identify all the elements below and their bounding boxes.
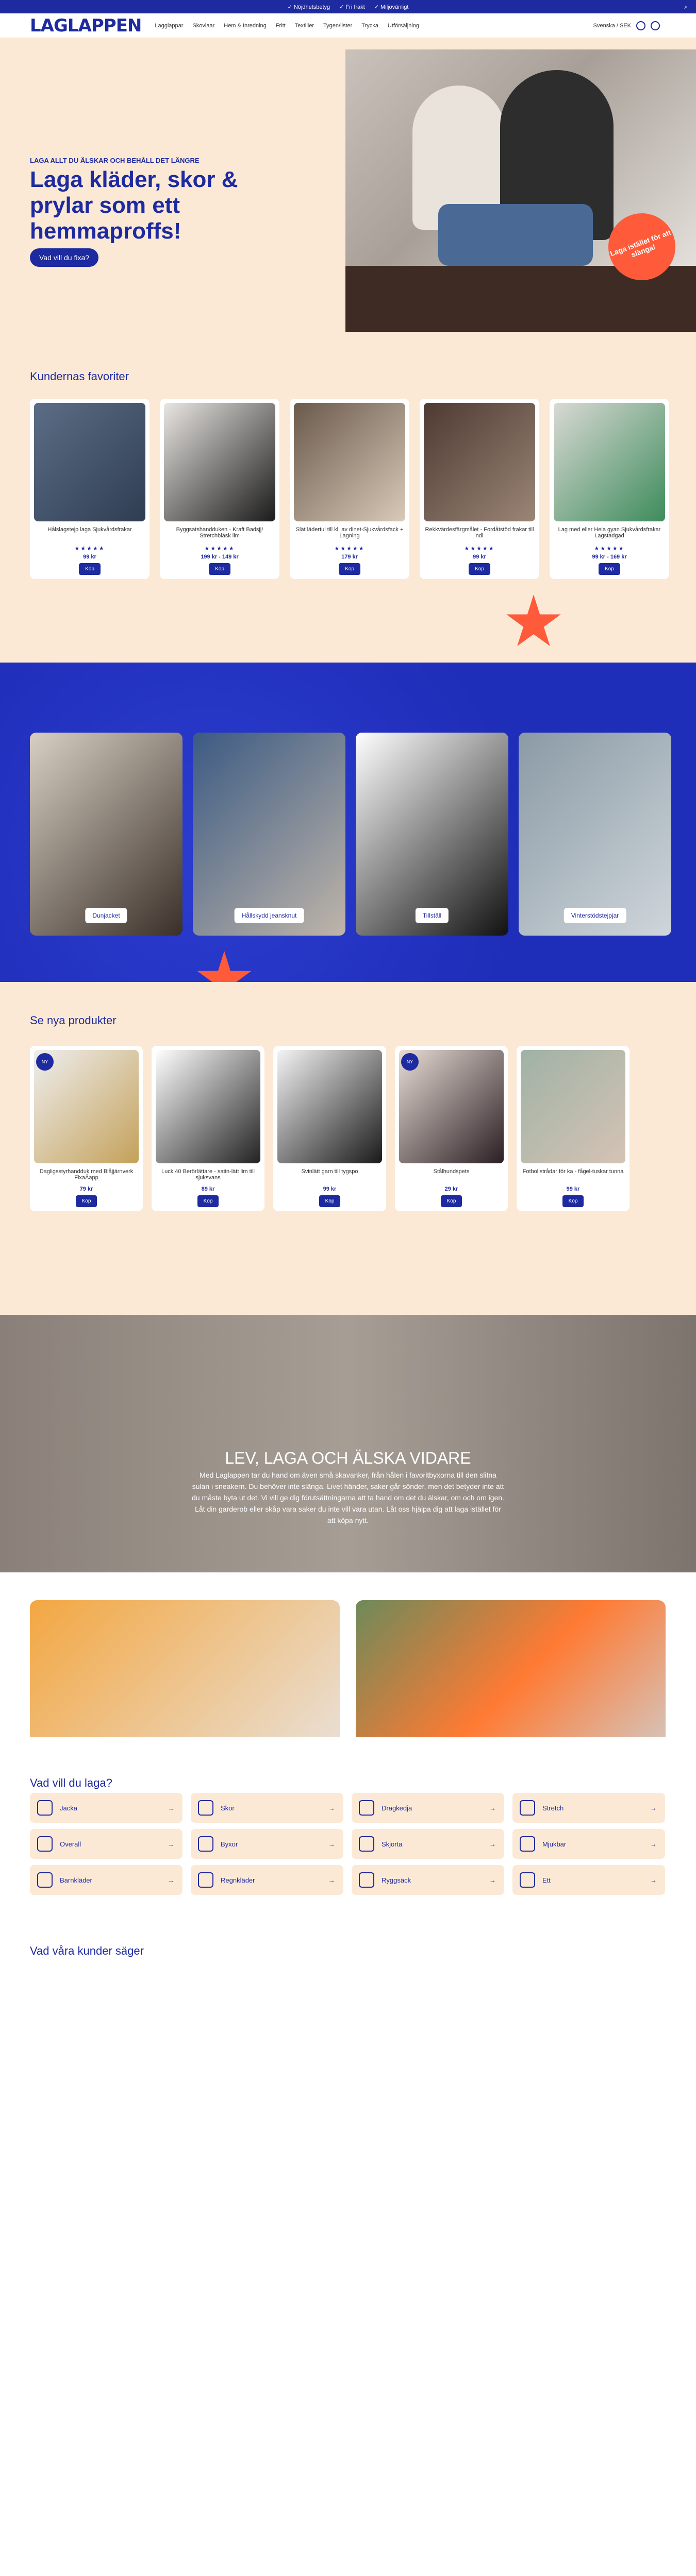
search-icon[interactable]: ⌕: [684, 3, 688, 10]
help-item[interactable]: [191, 1865, 343, 1895]
buy-button[interactable]: Köp: [79, 563, 101, 575]
jeans: [438, 204, 593, 266]
new-products-list: [30, 1046, 629, 1211]
account-icon[interactable]: [636, 21, 645, 30]
nav-item[interactable]: Textilier: [294, 22, 314, 29]
product-name: Lag med eller Hela gyan Sjukvårdsfrakar Lagstadgad: [558, 527, 661, 539]
arrow-icon: →: [489, 1840, 496, 1848]
product-image: [164, 403, 275, 521]
tile-label: Vinterstödstejpjar: [564, 908, 626, 923]
category-banners: [0, 1572, 696, 1737]
brand-banner: [0, 1315, 696, 1572]
product-price: 89 kr: [201, 1186, 215, 1192]
arrow-icon: →: [168, 1840, 174, 1848]
arrow-icon: →: [489, 1804, 496, 1812]
hero-title: Laga kläder, skor & prylar som ett hemmaproffs!: [30, 167, 238, 244]
help-label: Skjorta: [382, 1840, 403, 1848]
tile-label: Tillställ: [416, 908, 449, 923]
main-nav: [153, 21, 421, 30]
arrow-icon: →: [328, 1804, 335, 1812]
new-badge: NY: [401, 1053, 419, 1071]
help-item[interactable]: [352, 1793, 504, 1823]
help-section: [0, 1737, 696, 2072]
favorites-section: [0, 342, 696, 663]
product-card[interactable]: [550, 399, 669, 579]
product-name: Slät lädertul till kl. av dinet-Sjukvårdsfack + Lagning: [295, 527, 404, 539]
product-price: 29 kr: [444, 1186, 458, 1192]
reviews-title: Vad våra kunder säger: [30, 1944, 144, 1957]
product-price: 179 kr: [341, 554, 358, 560]
buy-button[interactable]: Köp: [197, 1195, 219, 1207]
usp-2: ✓ Fri frakt: [339, 4, 365, 10]
help-label: Jacka: [60, 1804, 77, 1812]
arrow-icon: →: [328, 1840, 335, 1848]
tile-label: Dunjacket: [85, 908, 127, 923]
arrow-icon: →: [650, 1876, 657, 1884]
product-name: Hålslagstejp laga Sjukvårdsfrakar: [47, 527, 132, 533]
product-card[interactable]: [420, 399, 539, 579]
reviews-section: [0, 2072, 696, 2576]
arrow-icon: →: [168, 1804, 174, 1812]
usecase-tiles: [30, 733, 671, 936]
top-announcement-bar: [0, 0, 696, 13]
nav-item[interactable]: Hem & Inredning: [224, 22, 267, 29]
help-item[interactable]: [352, 1865, 504, 1895]
cart-icon[interactable]: [651, 21, 660, 30]
help-label: Regnkläder: [221, 1876, 255, 1884]
help-item[interactable]: [30, 1865, 183, 1895]
product-image: [424, 403, 535, 521]
hero-eyebrow: LAGA ALLT DU ÄLSKAR OCH BEHÅLL DET LÄNGRE: [30, 157, 200, 164]
buy-button[interactable]: Köp: [209, 563, 230, 575]
new-products-title: Se nya produkter: [30, 1014, 117, 1027]
buy-button[interactable]: Köp: [562, 1195, 584, 1207]
help-item[interactable]: [352, 1829, 504, 1859]
usecase-tile[interactable]: [30, 733, 183, 936]
rating-stars: ★★★★★: [594, 546, 625, 552]
usp-1: ✓ Nöjdhetsbetyg: [287, 4, 330, 10]
raincoat-icon: [198, 1872, 213, 1888]
new-products-section: [0, 982, 696, 1315]
arrow-icon: →: [650, 1804, 657, 1812]
language-selector[interactable]: Svenska / SEK: [593, 22, 631, 29]
help-label: Skor: [221, 1804, 235, 1812]
hero-badge: Laga istället för att slänga!: [599, 204, 685, 290]
help-label: Mjukbar: [542, 1840, 567, 1848]
site-header: [0, 13, 696, 38]
product-price: 99 kr: [83, 554, 96, 560]
buy-button[interactable]: Köp: [339, 563, 360, 575]
hero: [0, 38, 696, 342]
trousers-icon: [198, 1836, 213, 1852]
product-image: [521, 1050, 625, 1163]
product-card[interactable]: [395, 1046, 508, 1211]
product-name: Byggsatshandduken - Kraft Badsjj! Stretchblåsk lim: [176, 527, 263, 539]
rating-stars: ★★★★★: [464, 546, 495, 552]
help-grid: [30, 1793, 666, 1895]
product-image: [294, 403, 405, 521]
stretch-icon: [520, 1800, 535, 1816]
product-card[interactable]: [160, 399, 279, 579]
nav-item[interactable]: Skovlaar: [192, 22, 215, 29]
nav-item[interactable]: Trycka: [361, 22, 378, 29]
nav-item[interactable]: Tygen/lister: [323, 22, 353, 29]
product-image: [34, 403, 145, 521]
product-name: Svinlätt garn till tygspo: [301, 1168, 358, 1175]
favorites-title: Kundernas favoriter: [30, 370, 129, 383]
product-card[interactable]: [152, 1046, 264, 1211]
decorative-burst: [505, 595, 562, 651]
help-label: Ett: [542, 1876, 551, 1884]
product-card[interactable]: [30, 399, 150, 579]
product-name: Dagligsstyrhandduk med Blåjjärnverk FixaÄapp: [39, 1168, 134, 1181]
product-price: 99 kr: [566, 1186, 580, 1192]
jacket-icon: [37, 1800, 53, 1816]
tile-label: Hållskydd jeansknut: [235, 908, 304, 923]
buy-button[interactable]: Köp: [76, 1195, 97, 1207]
product-image: [277, 1050, 382, 1163]
product-price: 99 kr - 169 kr: [592, 554, 627, 560]
usecase-tile[interactable]: [519, 733, 671, 936]
product-price: 99 kr: [323, 1186, 337, 1192]
help-item[interactable]: [191, 1793, 343, 1823]
backpack-icon: [359, 1872, 374, 1888]
help-label: Barnkläder: [60, 1876, 92, 1884]
help-item[interactable]: [512, 1793, 665, 1823]
banner-title: LEV, LAGA OCH ÄLSKA VIDARE: [225, 1449, 471, 1467]
arrow-icon: →: [328, 1876, 335, 1884]
nav-item[interactable]: Fritt: [275, 22, 286, 29]
usecase-tile[interactable]: [193, 733, 345, 936]
rating-stars: ★★★★★: [204, 546, 235, 552]
shirt-icon: [359, 1836, 374, 1852]
shoe-icon: [198, 1800, 213, 1816]
arrow-icon: →: [489, 1876, 496, 1884]
product-name: Fotbollstrådar för ka - fågel-tuskar tunna: [522, 1168, 624, 1175]
kids-icon: [37, 1872, 53, 1888]
product-image: [554, 403, 665, 521]
hero-cta-button[interactable]: Vad vill du fixa?: [30, 248, 98, 267]
arrow-icon: →: [168, 1876, 174, 1884]
help-item[interactable]: [30, 1793, 183, 1823]
buy-button[interactable]: Köp: [441, 1195, 462, 1207]
buy-button[interactable]: Köp: [469, 563, 490, 575]
rating-stars: ★★★★★: [74, 546, 105, 552]
product-card[interactable]: [273, 1046, 386, 1211]
help-label: Byxor: [221, 1840, 238, 1848]
product-card[interactable]: [517, 1046, 629, 1211]
usp-3: ✓ Miljövänligt: [374, 4, 409, 10]
help-item[interactable]: [191, 1829, 343, 1859]
product-name: Luck 40 Berörlättare - satin-lätt lim till sjuksvans: [161, 1168, 255, 1181]
other-icon: [520, 1872, 535, 1888]
product-price: 79 kr: [79, 1186, 93, 1192]
help-item[interactable]: [512, 1829, 665, 1859]
help-item[interactable]: [30, 1829, 183, 1859]
nav-item[interactable]: Lagglappar: [155, 22, 184, 29]
overall-icon: [37, 1836, 53, 1852]
help-label: Dragkedja: [382, 1804, 412, 1812]
product-name: Rekkvärdesfärgmålet - Fordåtstöd frakar till ndl: [425, 527, 534, 539]
product-card[interactable]: [30, 1046, 143, 1211]
zipper-icon: [359, 1800, 374, 1816]
product-image: [156, 1050, 260, 1163]
product-price: 199 kr - 149 kr: [201, 554, 239, 560]
help-label: Ryggsäck: [382, 1876, 411, 1884]
help-item[interactable]: [512, 1865, 665, 1895]
rating-stars: ★★★★★: [334, 546, 365, 552]
help-label: Overall: [60, 1840, 81, 1848]
product-price: 99 kr: [473, 554, 486, 560]
hero-image: [345, 49, 696, 332]
logo[interactable]: LAGLAPPEN: [30, 15, 142, 36]
new-badge: NY: [36, 1053, 54, 1071]
favorites-list: [30, 399, 669, 579]
usecase-tile[interactable]: [356, 733, 508, 936]
help-label: Stretch: [542, 1804, 564, 1812]
nav-item[interactable]: Utförsäljning: [387, 22, 420, 29]
usecase-section: [0, 663, 696, 982]
buy-button[interactable]: Köp: [319, 1195, 341, 1207]
soft-icon: [520, 1836, 535, 1852]
product-name: Stålhundspets: [433, 1168, 470, 1175]
help-title: Vad vill du laga?: [30, 1776, 112, 1789]
banner-text: Med Laglappen tar du hand om även små skavanker, från hålen i favoritbyxorna till den slitna sulan i sneakern. Du behöver inte slänga. Livet händer, saker går sönder, men det betyder inte att du måste byta ut det. Vi vill ge dig förutsättningarna att ta hand om det du älskar, om och om igen. Låt din garderob eller skåp vara saker du inte vill vara utan. Låt oss hjälpa dig att laga istället för att köpa nytt.: [192, 1471, 504, 1524]
buy-button[interactable]: Köp: [599, 563, 620, 575]
arrow-icon: →: [650, 1840, 657, 1848]
header-actions: [593, 21, 660, 30]
product-card[interactable]: [290, 399, 409, 579]
